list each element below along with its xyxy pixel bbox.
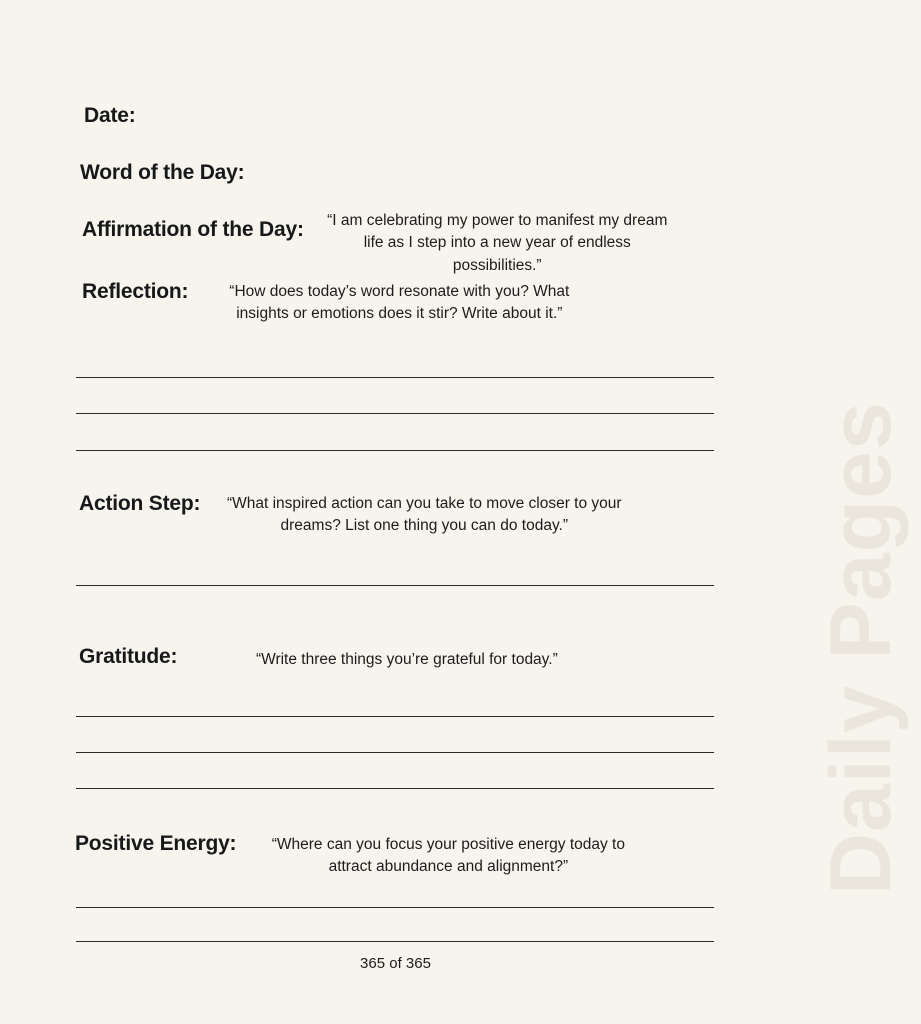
field-positive-energy	[75, 832, 740, 879]
field-affirmation	[82, 212, 732, 277]
field-positive-energy-prompt: “Where can you focus your positive energy today to attract abundance and alignment?”	[271, 836, 625, 876]
write-line-reflection-2[interactable]	[76, 413, 714, 414]
write-line-gratitude-1[interactable]	[76, 716, 714, 717]
field-word-of-the-day	[80, 161, 244, 185]
field-affirmation-prompt: “I am celebrating my power to manifest my dream life as I step into a new year of endless possibilities.”	[327, 212, 668, 274]
field-affirmation-label: Affirmation of the Day:	[82, 218, 304, 241]
write-line-positive-energy-2[interactable]	[76, 941, 714, 942]
field-reflection-prompt: “How does today’s word resonate with you? What insights or emotions does it stir? Write about it.”	[229, 283, 570, 323]
field-reflection-label: Reflection:	[82, 280, 189, 303]
write-line-gratitude-3[interactable]	[76, 788, 714, 789]
field-gratitude-prompt: “Write three things you’re grateful for today.”	[255, 651, 558, 668]
page-footer: 365 of 365	[360, 955, 431, 972]
field-gratitude	[79, 645, 739, 671]
field-action-step	[79, 492, 739, 538]
write-line-reflection-3[interactable]	[76, 450, 714, 451]
write-line-reflection-1[interactable]	[76, 377, 714, 378]
write-line-positive-energy-1[interactable]	[76, 907, 714, 908]
write-line-gratitude-2[interactable]	[76, 752, 714, 753]
field-gratitude-label: Gratitude:	[79, 645, 178, 668]
watermark-daily-pages: Daily Pages	[813, 401, 909, 895]
field-reflection	[82, 280, 732, 326]
field-action-step-prompt: “What inspired action can you take to move closer to your dreams? List one thing you can do today.”	[226, 495, 622, 535]
field-date	[84, 104, 136, 128]
field-word-of-the-day-label: Word of the Day:	[80, 161, 245, 184]
field-positive-energy-label: Positive Energy:	[75, 832, 237, 855]
field-action-step-label: Action Step:	[79, 492, 201, 515]
field-date-label: Date:	[84, 104, 136, 127]
write-line-action-step-1[interactable]	[76, 585, 714, 586]
